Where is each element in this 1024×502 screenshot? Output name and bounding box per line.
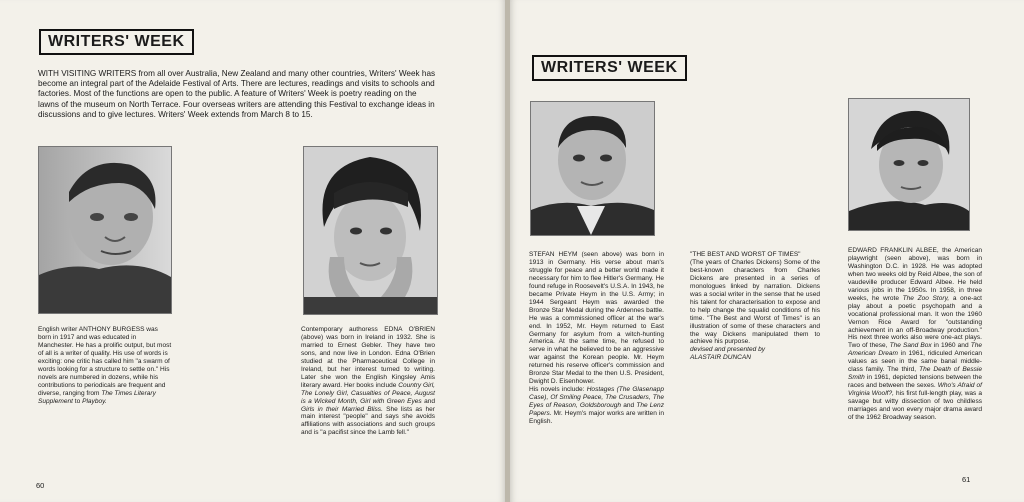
heym-text: STEFAN HEYM (seen above) was born in 1913 in Germany. His verse about man's struggle for peace and a better world made it necessary for him to flee Hitler's Germany. He found refuge in Roosevelt's U.S.A. In 1943, he became Private Heym in the U.S. Army; in 1944 Sergeant Heym was awarded the Bronze Star Medal during the Ardennes battle. He was a commissioned officer at the war's end. In 1952, Mr. Heym returned to East Germany for asylum from a witch-hunting America. At the same time, he refused to serve in what he believed to be an aggressive war against the Korean people. Mr. Heym returned his reserve officer's commission and Bronze Star Medal to the then U.S. President, Dwight D. Eisenhower.: [529, 251, 664, 386]
albee-text: EDWARD FRANKLIN ALBEE, the American playwright (seen above), was born in Washington D.C. in 1928. He was adopted when two weeks old by Reid Albee, the son of vaudeville producer Edward Albee. He held various jobs in the 1950s. In 1958, in three weeks, he wrote: [848, 247, 982, 302]
albee-play-5: Who's Afraid of Virginia Woolf?,: [848, 382, 982, 398]
page-heading: WRITERS' WEEK: [39, 29, 194, 55]
burgess-photo: [38, 146, 172, 314]
obrien-books-2: Girls in their Married Bliss.: [301, 405, 383, 413]
heym-novels-end: The Lenz Papers.: [529, 402, 664, 418]
left-page: [0, 0, 505, 502]
dickens-column: [690, 251, 820, 362]
albee-text-5: in 1961, depicted tensions between the races and between the sexes.: [848, 374, 982, 390]
burgess-portrait-image: [39, 147, 171, 313]
albee-caption: [848, 247, 982, 422]
heym-and: and: [623, 402, 635, 410]
obrien-photo: [303, 146, 438, 315]
dickens-credit: devised and presented by: [690, 346, 765, 354]
burgess-caption: [38, 326, 172, 406]
heym-caption: [529, 251, 664, 426]
dickens-title: "THE BEST AND WORST OF TIMES": [690, 251, 801, 258]
intro-paragraph: WITH VISITING WRITERS from all over Australia, New Zealand and many other countries, Writers' Week has become an integral part of the Adelaide Festival of Arts. There are lectures, readings and visits to schools and factories. Most of the functions are open to the public. A feature of Writers' Week is poetry reading on the lawns of the museum on North Terrace. Four overseas writers are attending this Festival to exchange ideas in discussions and to give lectures. Writers' Week extends from March 8 to 15.: [38, 69, 436, 119]
burgess-periodical: The Times Literary Supplement: [38, 389, 156, 405]
dickens-author: ALASTAIR DUNCAN: [690, 354, 751, 362]
obrien-and: and: [424, 397, 435, 405]
obrien-books: Country Girl, The Lonely Girl, Casualties of Peace, August is a Wicked Month, Girl with Green Eyes: [301, 381, 435, 405]
albee-play-4: The Death of Bessie Smith: [848, 366, 982, 382]
albee-portrait-image: [849, 99, 969, 230]
dickens-text: (The years of Charles Dickens) Some of the best-known characters from Charles Dickens are presented in a series of monologues linked by narration. Dickens was a social writer in the sense that he used his talent for characterisation to expose and to help change the squalid conditions of his time. "The Best and Worst of Times" is an illustration of some of these characters and the way Dickens manipulated them to achieve his purpose.: [690, 258, 820, 346]
albee-play-2: The Sand Box: [889, 342, 932, 350]
heym-photo: [530, 101, 655, 236]
page-number-right: 61: [962, 475, 971, 484]
heym-novels: Hostages (The Glasenapp Case), Of Smiling Peace, The Crusaders, The Eyes of Reason, Goldsborough: [529, 386, 664, 410]
burgess-text: English writer ANTHONY BURGESS was born in 1917 and was educated in Manchester. He has a prolific output, but most of all is a writer of quality. His use of words is exciting: one critic has called him "a swarm of words looking for a structure to settle on." His novels are numbered in dozens, while his contributions to periodicals are frequent and diverse, ranging from: [38, 326, 172, 397]
page-heading-right: WRITERS' WEEK: [532, 55, 687, 81]
obrien-text: Contemporary authoress EDNA O'BRIEN (above) was born in Ireland in 1932. She is married to Ernest Gebler. They have two sons, and now live in London. Edna O'Brien studied at the Pharmaceutical College in Ireland, but her interest turned to writing. Later she won the English Kingsley Amis literary award. Her books include: [301, 326, 435, 389]
page-number-left: 60: [36, 481, 45, 490]
obrien-portrait-image: [304, 147, 437, 314]
heym-text-end: Mr. Heym's major works are written in English.: [529, 410, 664, 426]
obrien-caption: [301, 326, 435, 437]
albee-text-4: in 1961, ridiculed American values as seen in the same banal middle-class family. The third,: [848, 350, 983, 374]
burgess-periodical-2: Playboy.: [82, 397, 107, 405]
albee-play-1: The Zoo Story,: [902, 294, 950, 302]
right-page: [510, 0, 1024, 502]
albee-text-2: a one-act play about a poetic psychopath and a vocational professional man. It won the 1960 Vernon Rice Award for "outstanding achievement in an off-Broadway production." His next three works also were one-act plays. Two of these,: [848, 294, 982, 350]
burgess-to: to: [74, 397, 81, 405]
albee-text-6: his first full-length play, was a savage but witty dissection of two childless marriages and won every major drama award of the 1962 Broadway season.: [848, 390, 982, 422]
albee-photo: [848, 98, 970, 231]
heym-portrait-image: [531, 102, 654, 235]
albee-play-3: The American Dream: [848, 342, 982, 358]
albee-text-3: in 1960 and: [933, 342, 969, 350]
obrien-text-end: She lists as her main interest "people" and says she avoids affiliations with associations and such groups and is "a pacifist since the Lamb fell.": [301, 405, 435, 437]
heym-novels-intro: His novels include:: [529, 386, 585, 394]
